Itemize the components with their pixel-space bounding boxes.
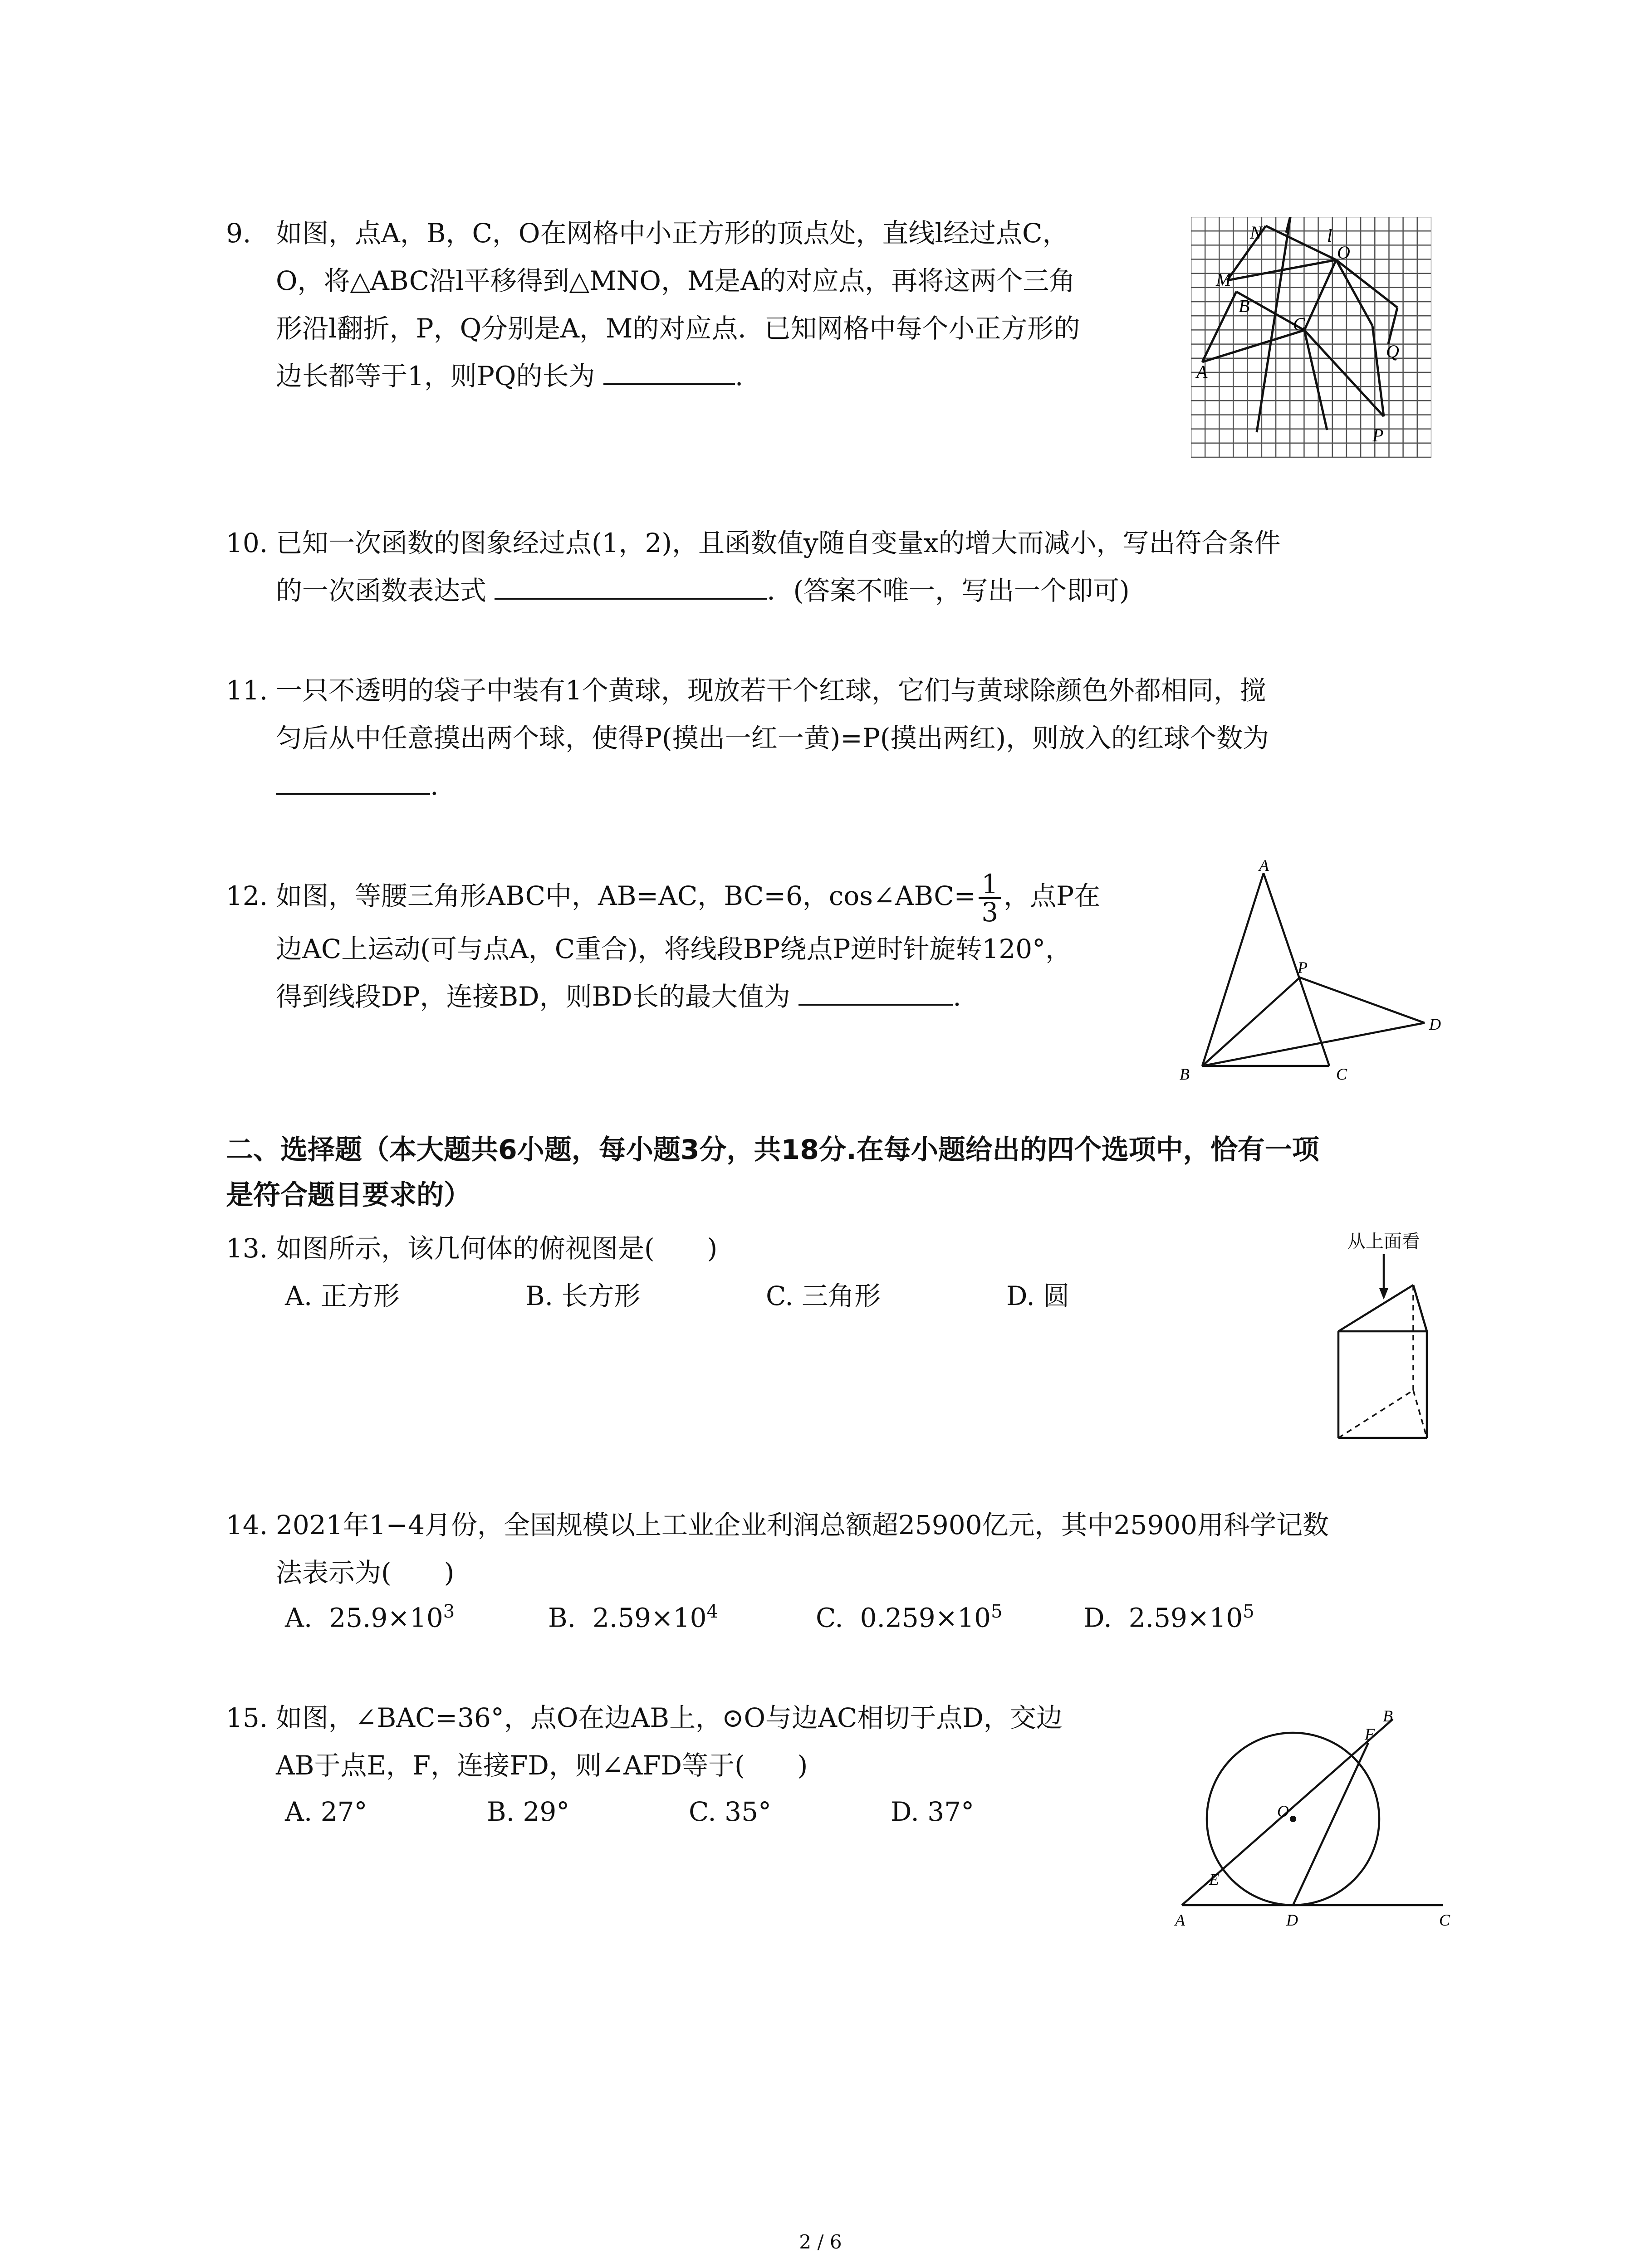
label-C: C bbox=[1439, 1911, 1450, 1929]
option-a[interactable]: A. $25.9\times 10^3$ bbox=[285, 1601, 455, 1633]
q12-triangle-figure bbox=[1161, 857, 1461, 1093]
option-d[interactable]: D. 37° bbox=[891, 1796, 975, 1827]
label-A: A bbox=[1175, 1911, 1185, 1929]
question-15: 15. 如图，∠BAC=36°，点O在边AB上，⊙O与边AC相切于点D，交边 AB于点E，F，连接FD，则∠AFD等于( ) bbox=[226, 1694, 1063, 1789]
question-12: 12. 如图，等腰三角形ABC中，AB=AC，BC=6，cos∠ABC= $\frac{1}{3}$ ，点P在 边AC上运动(可与点A，C重合)，将线段BP绕点P逆时针旋转120°， 得到线段DP，连接BD，则BD长的最大值为 . bbox=[226, 869, 1101, 1012]
label-B: B bbox=[1239, 296, 1250, 316]
answer-blank[interactable] bbox=[276, 767, 430, 795]
q15-circle-figure bbox=[1161, 1706, 1461, 1932]
option-b[interactable]: B. $2.59\times 10^4$ bbox=[548, 1601, 718, 1633]
question-11: 11. 一只不透明的袋子中装有1个黄球，现放若干个红球，它们与黄球除颜色外都相同，搅 匀后从中任意摸出两个球，使得P(摸出一红一黄)=P(摸出两红)，则放入的红球个数为 . bbox=[226, 667, 1269, 810]
question-10: 10. 已知一次函数的图象经过点(1，2)，且函数值y随自变量x的增大而减小，写出符合条件 的一次函数表达式 ．(答案不唯一，写出一个即可) bbox=[226, 519, 1281, 615]
section-heading: 二、选择题（本大题共6小题，每小题3分，共18分.在每小题给出的四个选项中，恰有一项 是符合题目要求的） bbox=[226, 1134, 1319, 1211]
option-a[interactable]: A. 正方形 bbox=[285, 1281, 400, 1311]
label-C: C bbox=[1293, 314, 1305, 334]
label-P: P bbox=[1298, 958, 1308, 977]
question-number: 11. bbox=[226, 675, 268, 706]
question-number: 13. bbox=[226, 1233, 268, 1264]
label-O: O bbox=[1337, 242, 1350, 263]
arrow-down-icon bbox=[1379, 1288, 1388, 1300]
label-D: D bbox=[1429, 1015, 1441, 1033]
option-d[interactable]: D. $2.59\times 10^5$ bbox=[1083, 1601, 1254, 1633]
option-c[interactable]: C. 35° bbox=[689, 1796, 771, 1827]
label-B: B bbox=[1383, 1707, 1393, 1725]
option-a[interactable]: A. 27° bbox=[285, 1796, 367, 1827]
page-number: 2 / 6 bbox=[799, 2231, 842, 2253]
question-14: 14. 2021年1−4月份，全国规模以上工业企业利润总额超25900亿元，其中25900用科学记数 法表示为( ) bbox=[226, 1501, 1329, 1597]
label-C: C bbox=[1336, 1065, 1347, 1083]
question-number: 9. bbox=[226, 218, 251, 249]
q13-prism-figure bbox=[1329, 1250, 1465, 1467]
option-c[interactable]: C. 三角形 bbox=[766, 1281, 881, 1311]
option-d[interactable]: D. 圆 bbox=[1006, 1281, 1070, 1311]
question-number: 15. bbox=[226, 1702, 268, 1733]
option-b[interactable]: B. 29° bbox=[487, 1796, 570, 1827]
hidden-edges bbox=[1338, 1285, 1427, 1438]
q9-grid-figure bbox=[1191, 217, 1431, 462]
question-number: 12. bbox=[226, 880, 268, 912]
q13-caption: 从上面看 bbox=[1347, 1231, 1420, 1252]
fraction: $\frac{1}{3}$ bbox=[979, 871, 1001, 925]
option-b[interactable]: B. 长方形 bbox=[525, 1281, 641, 1311]
answer-blank[interactable] bbox=[798, 978, 953, 1006]
label-F: F bbox=[1365, 1725, 1375, 1743]
label-A: A bbox=[1259, 857, 1269, 875]
label-l: l bbox=[1327, 225, 1332, 246]
center-dot bbox=[1290, 1816, 1296, 1822]
label-O: O bbox=[1277, 1802, 1289, 1820]
label-E: E bbox=[1209, 1870, 1219, 1888]
option-c[interactable]: C. $0.259\times 10^5$ bbox=[816, 1601, 1003, 1633]
answer-blank[interactable] bbox=[603, 357, 735, 385]
label-D: D bbox=[1286, 1911, 1298, 1929]
question-9: 9. 如图，点A，B，C，O在网格中小正方形的顶点处，直线l经过点C， O，将△ABC沿l平移得到△MNO，M是A的对应点，再将这两个三角 形沿l翻折，P，Q分别是A，M的对应点．已知网格中每个小正方形的 边长都等于1，则PQ的长为 . bbox=[226, 210, 1080, 400]
figure-lines bbox=[1202, 873, 1425, 1066]
answer-blank[interactable] bbox=[495, 572, 767, 600]
figure-lines bbox=[1182, 1719, 1443, 1905]
label-P: P bbox=[1372, 425, 1384, 445]
question-number: 14. bbox=[226, 1510, 268, 1540]
label-B: B bbox=[1180, 1065, 1190, 1083]
question-number: 10. bbox=[226, 528, 268, 558]
question-13: 13. 如图所示，该几何体的俯视图是( ) bbox=[226, 1225, 717, 1272]
label-M: M bbox=[1216, 269, 1231, 290]
label-Q: Q bbox=[1386, 341, 1399, 362]
label-A: A bbox=[1196, 362, 1208, 382]
label-N: N bbox=[1250, 222, 1262, 243]
